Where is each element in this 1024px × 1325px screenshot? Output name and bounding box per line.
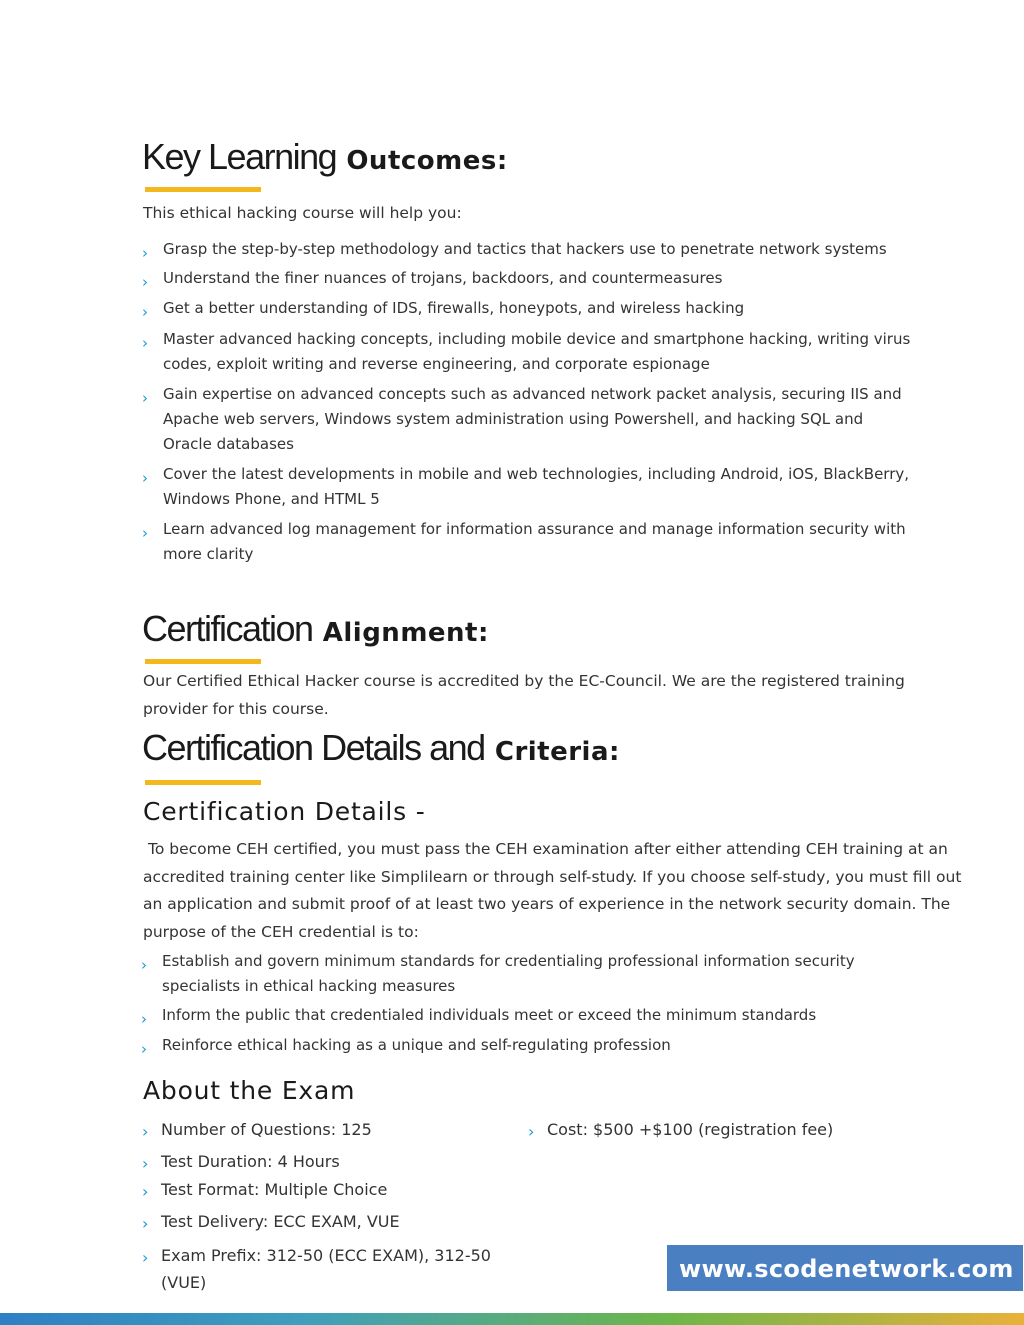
exam-prefix: › Exam Prefix: 312-50 (ECC EXAM), 312-50 (VUE) [142,1246,491,1292]
key-learning-heading: Key Learning Outcomes: [142,136,508,177]
list-item: › Grasp the step-by-step methodology and tactics that hackers use to penetrate network systems [141,237,911,262]
about-exam-heading: About the Exam [143,1076,356,1105]
criteria-heading: Certification Details and Criteria: [142,727,620,768]
chevron-right-icon: › [142,524,148,542]
chevron-right-icon: › [141,1040,147,1058]
chevron-right-icon: › [142,303,148,321]
list-item: › Learn advanced log management for information assurance and manage information security with more clarity [142,520,906,563]
chevron-right-icon: › [142,389,148,407]
list-item: › Establish and govern minimum standards for credentialing professional information security specialists in ethical hacking measures [141,952,855,995]
heading-underline [145,187,261,192]
list-item: › Master advanced hacking concepts, including mobile device and smartphone hacking, writing virus codes, exploit writing and reverse engineering, and corporate espionage [142,330,911,373]
website-url-link[interactable]: www.scodenetwork.com [667,1245,1023,1291]
chevron-right-icon: › [142,469,148,487]
chevron-right-icon: › [528,1122,535,1141]
chevron-right-icon: › [142,244,148,262]
list-item: › Understand the finer nuances of trojans, backdoors, and countermeasures [141,266,911,291]
footer-color-band [0,1313,1024,1325]
chevron-right-icon: › [142,273,148,291]
chevron-right-icon: › [142,334,148,352]
heading-underline [145,780,261,785]
chevron-right-icon: › [141,1010,147,1028]
list-item: › Reinforce ethical hacking as a unique and self-regulating profession [140,1033,910,1058]
exam-delivery: › Test Delivery: ECC EXAM, VUE [142,1208,400,1235]
list-item: › Gain expertise on advanced concepts such as advanced network packet analysis, securing IIS and Apache web servers, Windows system administration using Powershell, and hacking SQL and Oracle databases [142,385,902,453]
alignment-body: Our Certified Ethical Hacker course is accredited by the EC-Council. We are the registered training provider for this course. [143,672,905,718]
chevron-right-icon: › [142,1122,149,1141]
exam-cost: › Cost: $500 +$100 (registration fee) [528,1116,833,1143]
exam-questions: › Number of Questions: 125 [142,1116,372,1143]
chevron-right-icon: › [142,1214,149,1233]
list-item: › Cover the latest developments in mobile and web technologies, including Android, iOS, BlackBerry, Windows Phone, and HTML 5 [142,465,910,508]
criteria-body: To become CEH certified, you must pass the CEH examination after either attending CEH training at an accredited training center like Simplilearn or through self-study. If you choose self-study, you must fill out an application and submit proof of at least two years of experience in the network security domain. The purpose of the CEH credential is to: [143,840,962,941]
chevron-right-icon: › [142,1182,149,1201]
list-item: › Get a better understanding of IDS, firewalls, honeypots, and wireless hacking [141,296,911,321]
key-learning-list [141,237,911,567]
chevron-right-icon: › [142,1154,149,1173]
criteria-list [140,949,910,1058]
alignment-heading: Certification Alignment: [142,608,489,649]
certification-details-subhead: Certification Details - [143,797,426,826]
list-item: › Inform the public that credentialed individuals meet or exceed the minimum standards [140,1003,910,1028]
exam-format: › Test Format: Multiple Choice [142,1176,387,1203]
chevron-right-icon: › [142,1248,149,1267]
exam-duration: › Test Duration: 4 Hours [142,1148,340,1175]
key-learning-intro: This ethical hacking course will help you: [143,204,462,222]
heading-underline [145,659,261,664]
chevron-right-icon: › [141,956,147,974]
